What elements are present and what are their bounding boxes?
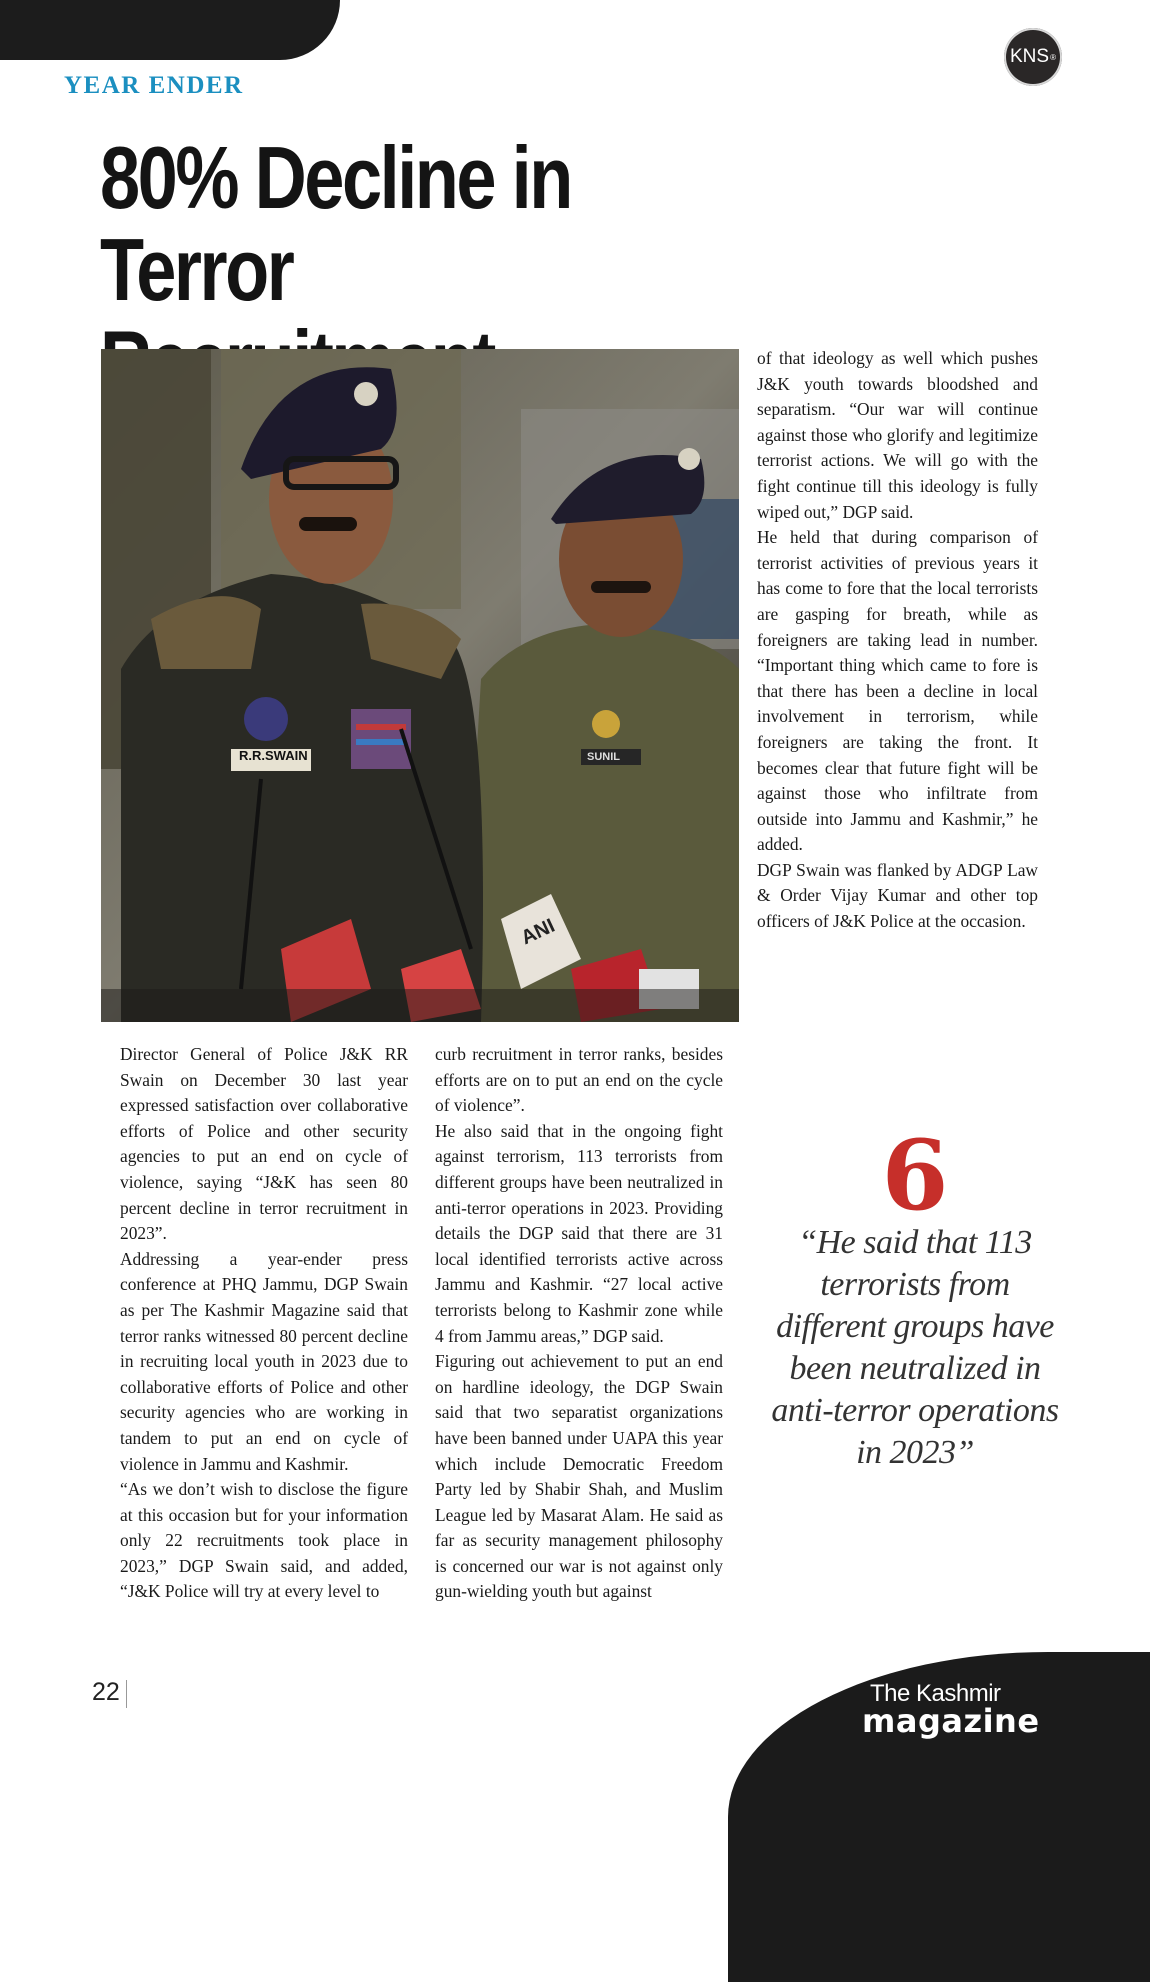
paragraph: curb recruitment in terror ranks, besides efforts are on to put an end on the cycle of violence”.	[435, 1044, 723, 1116]
paragraph: Figuring out achievement to put an end on hardline ideology, the DGP Swain said that two separatist organizations have been banned under UAPA this year which include Democratic Freedom Party led by Shabir Shah, and Muslim League led by Masarat Alam. He said as far as security management philosophy is concerned our war is not against only gun-wielding youth but against	[435, 1351, 723, 1602]
quote-mark-icon: 6	[881, 1119, 949, 1232]
mic-label-ani: ANI	[517, 914, 559, 950]
paragraph: He also said that in the ongoing fight against terrorism, 113 terrorists from different groups have been neutralized in anti-terror operations in 2023. Providing details the DGP said that there are 31 local identified terrorists active across Jammu and Kashmir. “27 local active terrorists belong to Kashmir zone while 4 from Jammu areas,” DGP said.	[435, 1120, 723, 1346]
name-tag-right: SUNIL	[587, 751, 620, 763]
press-conference-illustration	[101, 349, 739, 1022]
headline-line-1: 80% Decline in	[100, 128, 571, 227]
paragraph: DGP Swain was flanked by ADGP Law & Order Vijay Kumar and other top officers of J&K Police at the occasion.	[757, 859, 1038, 932]
section-label: YEAR ENDER	[64, 72, 244, 99]
paragraph: “As we don’t wish to disclose the figure at this occasion but for your information only 22 recruitments took place in 2023,” DGP Swain said, and added, “J&K Police will try at every level to	[120, 1479, 408, 1602]
page-number-divider	[126, 1680, 127, 1708]
page-number: 22	[92, 1678, 120, 1706]
paragraph: Director General of Police J&K RR Swain on December 30 last year expressed satisfaction over collaborative efforts of Police and other security agencies to put an end on cycle of violence, saying “J&K has seen 80 percent decline in terror recruitment in 2023”.	[120, 1044, 408, 1244]
top-corner-tab	[0, 0, 340, 60]
paragraph: He held that during comparison of terrorist activities of previous years it has come to fore that the local terrorists are gasping for breath, while as foreigners are taking lead in number. “Important thing which came to fore is that there has been a decline in local involvement in terrorism, while foreigners are taking the front. It becomes clear that future fight will be against those who infiltrate from outside into Jammu and Kashmir,” he added.	[757, 527, 1038, 855]
magazine-brand-line-1: The Kashmir	[870, 1680, 1001, 1707]
paragraph: Addressing a year-ender press conference at PHQ Jammu, DGP Swain as per The Kashmir Magazine said that terror ranks witnessed 80 percent decline in recruiting local youth in 2023 due to collaborative efforts of Police and other security agencies who are working in tandem to put an end on cycle of violence in Jammu and Kashmir.	[120, 1248, 408, 1474]
article-column-2	[435, 1042, 723, 1605]
article-column-1	[120, 1042, 408, 1605]
headline-line-2: Terror	[100, 220, 293, 319]
pull-quote: “He said that 113 terrorists from different groups have been neutralized in anti-terror operations in 2023”	[771, 1224, 1059, 1471]
magazine-brand-line-2: magazine	[862, 1702, 1040, 1740]
registered-mark: ®	[1050, 52, 1056, 62]
press-conference-photo	[101, 349, 739, 1022]
kns-logo-badge	[1004, 28, 1062, 86]
paragraph: of that ideology as well which pushes J&K youth towards bloodshed and separatism. “Our war will continue against those who glorify and legitimize terrorist actions. We will go with the fight continue till this ideology is fully wiped out,” DGP said.	[757, 348, 1038, 522]
kns-logo-text: KNS	[1010, 46, 1050, 67]
article-column-right	[757, 346, 1038, 935]
name-tag-left: R.R.SWAIN	[239, 748, 308, 763]
